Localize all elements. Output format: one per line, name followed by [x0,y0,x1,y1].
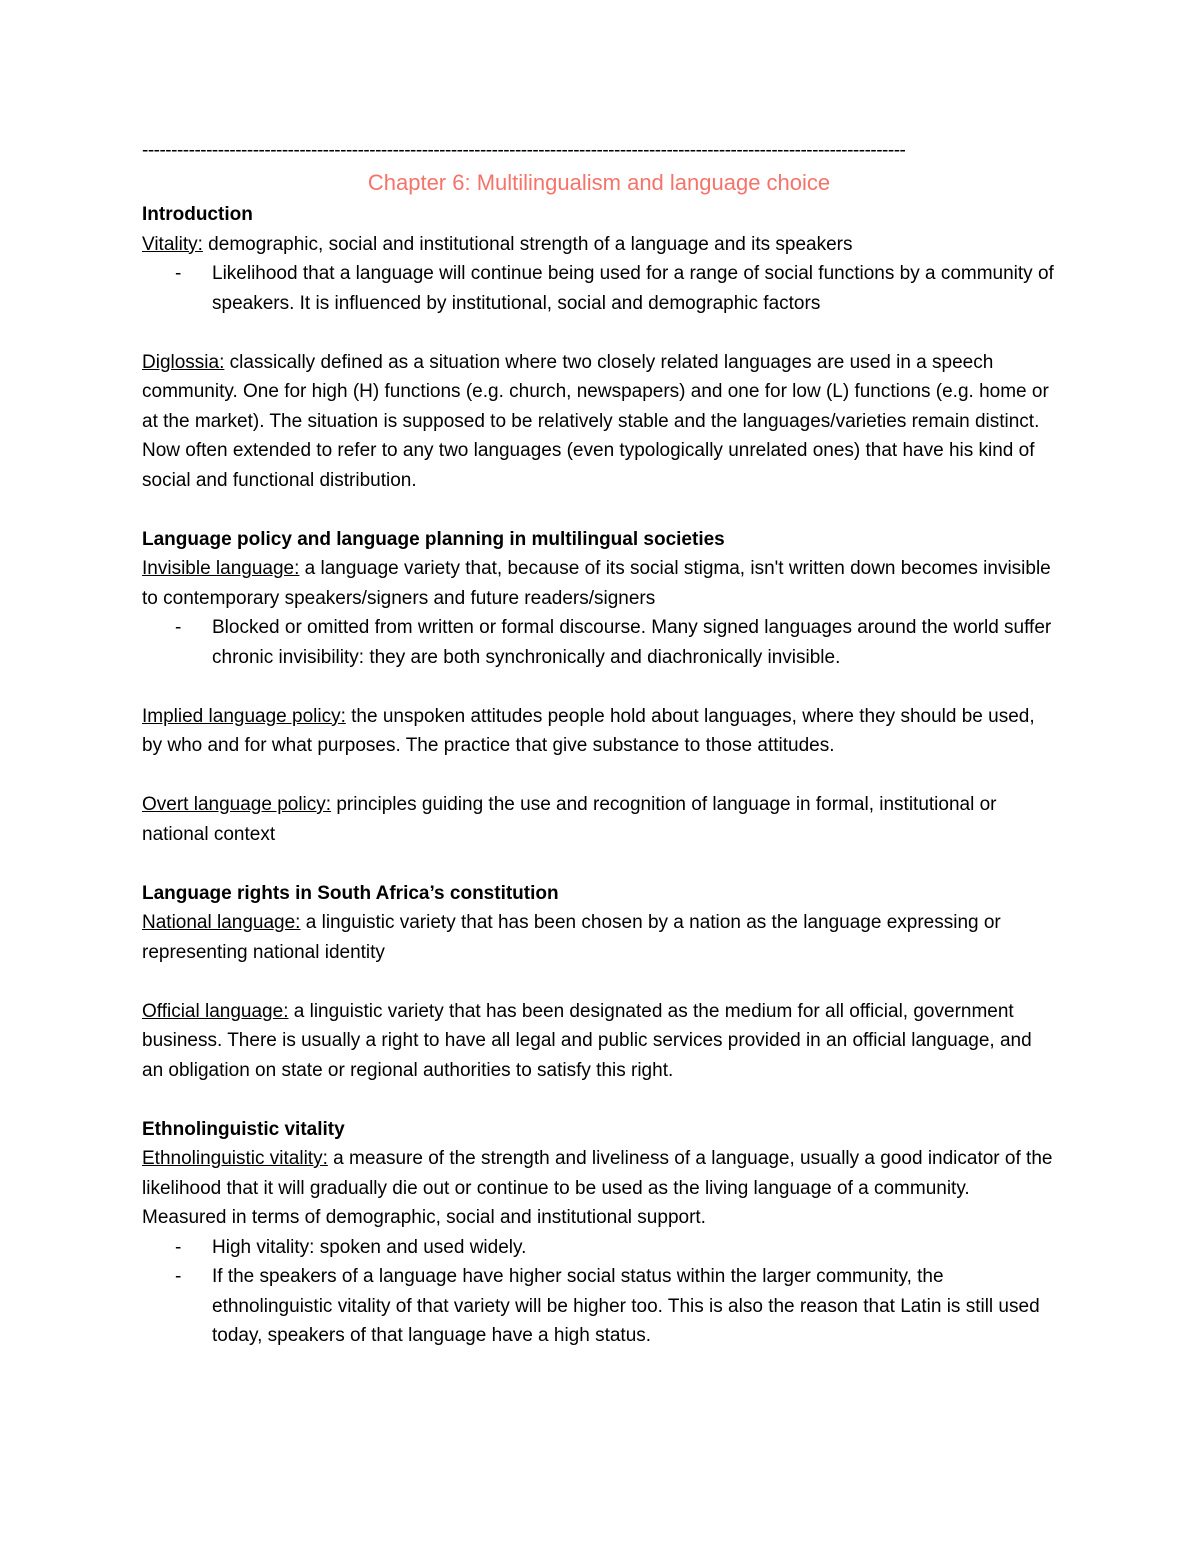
bullet-item [142,1262,1056,1351]
definition-text: a linguistic variety that has been chosen by a nation as the language expressing or representing national identity [142,912,1001,963]
section-heading-introduction: Introduction [142,204,253,225]
definition-text: principles guiding the use and recognition of language in formal, institutional or national context [142,794,997,845]
section-heading-ethnolinguistic: Ethnolinguistic vitality [142,1118,345,1140]
bullet-dash: - [175,1236,182,1258]
definition-text: a measure of the strength and liveliness of a language, usually a good indicator of the likelihood that it will gradually die out or continue to be used as the living language of a community. Measured in terms of demographic, social and institutional support. [142,1148,1053,1228]
definition-text: the unspoken attitudes people hold about languages, where they should be used, by who and for what purposes. The practice that give substance to those attitudes. [142,705,1035,756]
definition-text: a linguistic variety that has been designated as the medium for all official, government business. There is usually a right to have all legal and public services provided in an official language, and an obligation on state or regional authorities to satisfy this right. [142,1000,1032,1081]
definition-text: a language variety that, because of its social stigma, isn't written down becomes invisible to contemporary speakers/signers and future readers/signers [142,558,1051,609]
term-vitality: Vitality: [142,233,203,255]
bullet-item [142,259,1056,318]
definition-vitality [142,230,1056,260]
bullet-list-ethnolinguistic [142,1233,1056,1351]
definition-ethnolinguistic-vitality [142,1144,1056,1233]
bullet-item [142,613,1056,672]
section-heading-rights: Language rights in South Africa’s constitution [142,882,559,904]
definition-text: classically defined as a situation where two closely related languages are used in a speech community. One for high (H) functions (e.g. church, newspapers) and one for low (L) functions (e.g. home or at the market). The situation is supposed to be relatively stable and the languages/varieties remain distinct. Now often extended to refer to any two languages (even typologically unrelated ones) that have his kind of social and functional distribution. [142,351,1049,491]
term-implied-policy: Implied language policy: [142,705,346,727]
definition-national-language [142,908,1056,967]
term-official-language: Official language: [142,1000,289,1022]
document-page [142,140,1056,1351]
bullet-list-invisible [142,613,1056,672]
definition-official-language [142,997,1056,1086]
definition-text: demographic, social and institutional strength of a language and its speakers [202,233,853,255]
bullet-dash: - [175,263,182,284]
bullet-item [142,1233,1056,1263]
bullet-text: Blocked or omitted from written or formal discourse. Many signed languages around the world suffer chronic invisibility: they are both synchronically and diachronically invisible. [212,617,1052,668]
term-invisible-language: Invisible language: [142,558,300,579]
definition-implied-policy [142,702,1056,761]
bullet-list-vitality [142,259,1056,318]
bullet-text: Likelihood that a language will continue being used for a range of social functions by a community of speakers. It is influenced by institutional, social and demographic factors [212,263,1054,314]
term-national-language: National language: [142,912,301,933]
term-overt-policy: Overt language policy: [142,794,332,815]
section-heading-policy: Language policy and language planning in multilingual societies [142,528,725,550]
definition-invisible-language [142,554,1056,613]
definition-diglossia [142,348,1056,496]
term-ethnolinguistic-vitality: Ethnolinguistic vitality: [142,1148,328,1169]
bullet-dash: - [175,617,182,638]
divider-line: ----------------------------------------------------------------------------------------------------------------------------------- [142,140,906,161]
bullet-text: If the speakers of a language have higher social status within the larger community, the ethnolinguistic vitality of that variety will be higher too. This is also the reason that Latin is still used today, speakers of that language have a high status. [212,1266,1040,1346]
chapter-title: Chapter 6: Multilingualism and language choice [367,170,831,195]
definition-overt-policy [142,790,1056,849]
bullet-dash: - [175,1266,182,1287]
bullet-text: High vitality: spoken and used widely. [212,1236,527,1258]
term-diglossia: Diglossia: [142,351,225,373]
